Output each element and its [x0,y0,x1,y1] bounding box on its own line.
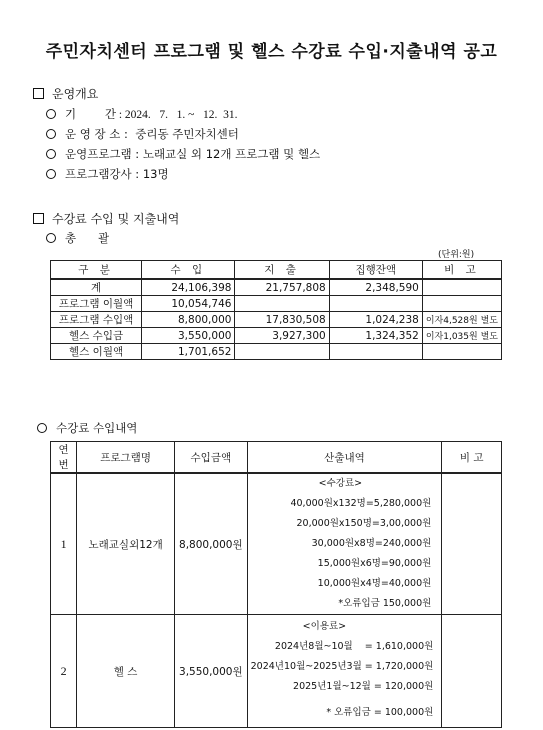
circle-bullet-icon [46,169,56,179]
col-header: 집행잔액 [329,261,422,280]
calc-line: 10,000원x4명=40,000원 [317,578,432,589]
cell-note: 이자4,528원 별도 [422,312,501,328]
calc-line: 30,000원x8명=240,000원 [311,538,432,549]
overview-item: 운 영 장 소 : 중리동 주민자치센터 [46,126,239,142]
overview-heading: 운영개요 [33,85,98,102]
table-header-row [51,442,502,474]
cell-balance [329,344,422,360]
cell-income: 1,701,652 [142,344,235,360]
cell-income: 8,800,000 [142,312,235,328]
table-row [51,312,502,328]
overview-item: 운영프로그램 : 노래교실 외 12개 프로그램 및 헬스 [46,146,320,162]
cell-expense: 21,757,808 [235,279,329,296]
cell-expense [235,296,329,312]
calc-line: 2024년8월~10월 = 1,610,000원 [274,641,434,652]
calc-line: * 오류입금 = 100,000원 [326,707,434,718]
table-header-row [51,261,502,280]
overview-item: 프로그램강사 : 13명 [46,166,169,182]
cell-balance: 1,024,238 [329,312,422,328]
cell-note [422,279,501,296]
col-header: 지 출 [235,261,329,280]
cell-income: 3,550,000 [142,328,235,344]
circle-bullet-icon [46,233,56,243]
income-summary-table [50,260,502,360]
table-row [51,328,502,344]
calc-line: 2024년10월~2025년3월 = 1,720,000원 [250,661,434,672]
table-row [51,279,502,296]
cell-expense: 17,830,508 [235,312,329,328]
calculation-details [247,615,442,728]
cell-expense: 3,927,300 [235,328,329,344]
col-header: 비 고 [442,442,502,474]
col-header: 연번 [51,442,77,474]
cell-income: 24,106,398 [142,279,235,296]
table-row [51,615,502,728]
page-title: 주민자치센터 프로그램 및 헬스 수강료 수입·지출내역 공고 [45,42,498,62]
row-label: 계 [51,279,142,296]
table-row [51,473,502,615]
col-header: 산출내역 [247,442,442,474]
row-number: 1 [51,473,77,615]
calculation-details [247,473,442,615]
cell-balance [329,296,422,312]
program-name: 노래교실외12개 [77,473,175,615]
income-amount: 8,800,000원 [175,473,248,615]
income-heading: 수강료 수입 및 지출내역 [33,210,179,227]
row-label: 헬스 이월액 [51,344,142,360]
circle-bullet-icon [46,129,56,139]
calc-title: <이용료> [302,621,347,632]
row-number: 2 [51,615,77,728]
calc-line: 40,000원x132명=5,280,000원 [290,498,432,509]
summary-label: 총 괄 [46,230,109,246]
cell-balance: 1,324,352 [329,328,422,344]
row-label: 프로그램 이월액 [51,296,142,312]
calc-line: 2025년1월~12월 = 120,000원 [293,681,434,692]
col-header: 프로그램명 [77,442,175,474]
row-note [442,473,502,615]
calc-title: <수강료> [318,478,363,489]
square-bullet-icon [33,213,44,224]
square-bullet-icon [33,88,44,99]
circle-bullet-icon [37,423,47,433]
row-note [442,615,502,728]
col-header: 비 고 [422,261,501,280]
table-row [51,296,502,312]
calc-line: 15,000원x6명=90,000원 [317,558,432,569]
circle-bullet-icon [46,109,56,119]
income-detail-table [50,441,502,728]
col-header: 수 입 [142,261,235,280]
circle-bullet-icon [46,149,56,159]
cell-income: 10,054,746 [142,296,235,312]
row-label: 프로그램 수입액 [51,312,142,328]
cell-note [422,296,501,312]
calc-line: *오류입금 150,000원 [338,598,432,609]
overview-item: 기 간 : 2024. 7. 1. ~ 12. 31. [46,106,238,122]
cell-balance: 2,348,590 [329,279,422,296]
cell-note [422,344,501,360]
detail-heading: 수강료 수입내역 [37,420,137,436]
cell-note: 이자1,035원 별도 [422,328,501,344]
cell-expense [235,344,329,360]
row-label: 헬스 수입금 [51,328,142,344]
col-header: 구 분 [51,261,142,280]
income-amount: 3,550,000원 [175,615,248,728]
col-header: 수입금액 [175,442,248,474]
calc-line: 20,000원x150명=3,00,000원 [296,518,432,529]
table-row [51,344,502,360]
unit-label: (단위:원) [438,250,475,260]
program-name: 헬 스 [77,615,175,728]
